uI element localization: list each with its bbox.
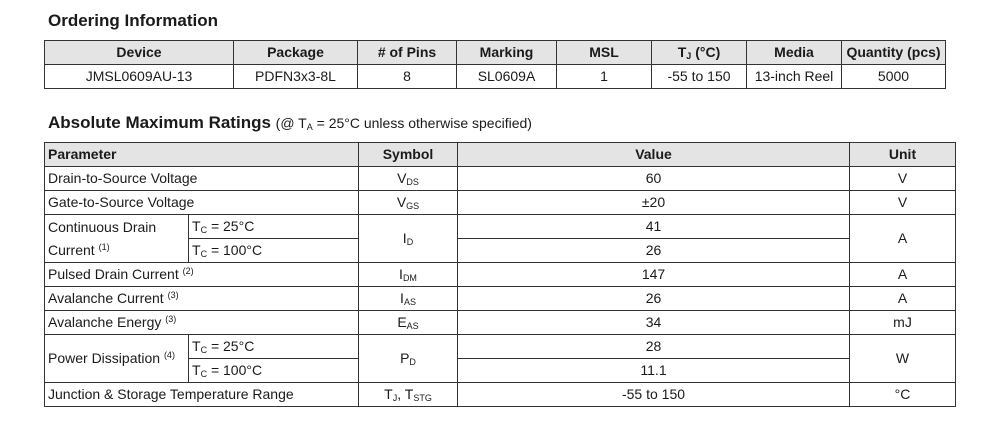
unit-vds: V: [850, 167, 956, 191]
tc-val: = 100°C: [207, 242, 263, 258]
sym-sub: D: [409, 357, 416, 367]
footnote-ref: (3): [167, 290, 179, 300]
unit-ias: A: [850, 287, 956, 311]
table-row: [45, 167, 956, 191]
cell-quantity: 5000: [842, 65, 946, 89]
header-parameter: Parameter: [45, 143, 359, 167]
param-vds: Drain-to-Source Voltage: [45, 167, 359, 191]
tj-sub: J: [686, 51, 692, 61]
sym-sub: AS: [406, 321, 419, 331]
sym-main: V: [396, 194, 407, 210]
ordering-table: [44, 40, 946, 89]
tc-main: T: [192, 218, 201, 234]
cell-marking: SL0609A: [457, 65, 557, 89]
cell-pins: 8: [358, 65, 457, 89]
footnote-ref: (1): [98, 241, 110, 252]
symbol-vds: [359, 167, 458, 191]
symbol-idm: [359, 263, 458, 287]
table-row: [45, 191, 956, 215]
value-id-25: 41: [458, 215, 850, 239]
tj-main: T: [677, 44, 687, 60]
tj-unit: (°C): [691, 44, 721, 60]
header-pins: # of Pins: [358, 41, 457, 65]
sym-sep: , T: [397, 386, 414, 402]
cond-pd-25: [189, 335, 359, 359]
value-vds: 60: [458, 167, 850, 191]
cell-msl: 1: [557, 65, 652, 89]
value-tj: -55 to 150: [458, 383, 850, 407]
cell-device: JMSL0609AU-13: [45, 65, 234, 89]
value-pd-100: 11.1: [458, 359, 850, 383]
symbol-pd: [359, 335, 458, 383]
symbol-id: [359, 215, 458, 263]
param-text: Avalanche Current: [48, 290, 168, 306]
cell-media: 13-inch Reel: [747, 65, 842, 89]
footnote-ref: (3): [165, 314, 177, 324]
param-text: Pulsed Drain Current: [48, 266, 183, 282]
table-row: [45, 383, 956, 407]
header-device: Device: [45, 41, 234, 65]
ratings-table: [44, 142, 956, 407]
ratings-condition-note: [276, 115, 532, 131]
table-row: [45, 311, 956, 335]
ordering-title: Ordering Information: [48, 11, 218, 30]
value-vgs: ±20: [458, 191, 850, 215]
header-value: Value: [458, 143, 850, 167]
param-tj: Junction & Storage Temperature Range: [45, 383, 359, 407]
param-idm: [45, 263, 359, 287]
sym-sub: DS: [406, 177, 419, 187]
cell-package: PDFN3x3-8L: [234, 65, 358, 89]
sym-main: I: [400, 290, 404, 306]
footnote-ref: (2): [182, 266, 194, 276]
unit-pd: W: [850, 335, 956, 383]
value-eas: 34: [458, 311, 850, 335]
tc-main: T: [192, 362, 201, 378]
unit-tj: °C: [850, 383, 956, 407]
param-id-text: Current: [48, 241, 99, 258]
symbol-eas: [359, 311, 458, 335]
sym-main: P: [400, 350, 410, 366]
tc-sub: C: [200, 369, 208, 379]
cond-id-100: [189, 239, 359, 263]
tc-main: T: [192, 338, 201, 354]
unit-vgs: V: [850, 191, 956, 215]
header-msl: MSL: [557, 41, 652, 65]
ratings-title-text: Absolute Maximum Ratings: [48, 113, 271, 132]
unit-id: A: [850, 215, 956, 263]
header-media: Media: [747, 41, 842, 65]
param-vgs: Gate-to-Source Voltage: [45, 191, 359, 215]
param-text: Power Dissipation: [48, 350, 164, 366]
value-idm: 147: [458, 263, 850, 287]
param-id: [45, 215, 189, 263]
unit-eas: mJ: [850, 311, 956, 335]
table-row: [45, 263, 956, 287]
header-quantity: Quantity (pcs): [842, 41, 946, 65]
header-marking: Marking: [457, 41, 557, 65]
sym-main: T: [384, 386, 393, 402]
cond-pd-100: [189, 359, 359, 383]
tc-sub: C: [200, 225, 208, 235]
sym-sub: D: [406, 237, 414, 247]
header-package: Package: [234, 41, 358, 65]
unit-idm: A: [850, 263, 956, 287]
sym-sub: AS: [403, 297, 416, 307]
sym-main: E: [397, 314, 407, 330]
header-symbol: Symbol: [359, 143, 458, 167]
tc-val: = 25°C: [207, 218, 255, 234]
table-row: [45, 287, 956, 311]
symbol-ias: [359, 287, 458, 311]
value-ias: 26: [458, 287, 850, 311]
param-pd: [45, 335, 189, 383]
table-row: [45, 65, 946, 89]
param-text: Avalanche Energy: [48, 314, 166, 330]
value-pd-25: 28: [458, 335, 850, 359]
ratings-header-row: [45, 143, 956, 167]
param-id-line2: [48, 239, 185, 262]
param-ias: [45, 287, 359, 311]
sym-sub-stg: STG: [413, 393, 432, 403]
value-id-100: 26: [458, 239, 850, 263]
note-suffix: = 25°C unless otherwise specified): [312, 115, 532, 131]
sym-sub: GS: [406, 201, 420, 211]
symbol-vgs: [359, 191, 458, 215]
sym-sub: DM: [402, 273, 417, 283]
ordering-header-row: [45, 41, 946, 65]
table-row: [45, 335, 956, 359]
sym-main: V: [397, 170, 407, 186]
sym-sub: J: [392, 393, 398, 403]
tc-sub: C: [200, 345, 208, 355]
param-eas: [45, 311, 359, 335]
header-tj: [652, 41, 747, 65]
tc-main: T: [192, 242, 201, 258]
sym-main: I: [399, 266, 403, 282]
cond-id-25: [189, 215, 359, 239]
footnote-ref: (4): [163, 350, 175, 360]
symbol-tj: [359, 383, 458, 407]
param-id-line1: Continuous Drain: [48, 218, 157, 235]
tc-val: = 25°C: [207, 338, 255, 354]
table-row: [45, 215, 956, 239]
sym-main: I: [402, 230, 407, 246]
header-unit: Unit: [850, 143, 956, 167]
tc-val: = 100°C: [207, 362, 263, 378]
tc-sub: C: [200, 249, 208, 259]
ratings-title: [48, 113, 532, 133]
note-prefix: (@ T: [275, 115, 307, 131]
cell-tj: -55 to 150: [652, 65, 747, 89]
note-sub: A: [306, 122, 313, 132]
